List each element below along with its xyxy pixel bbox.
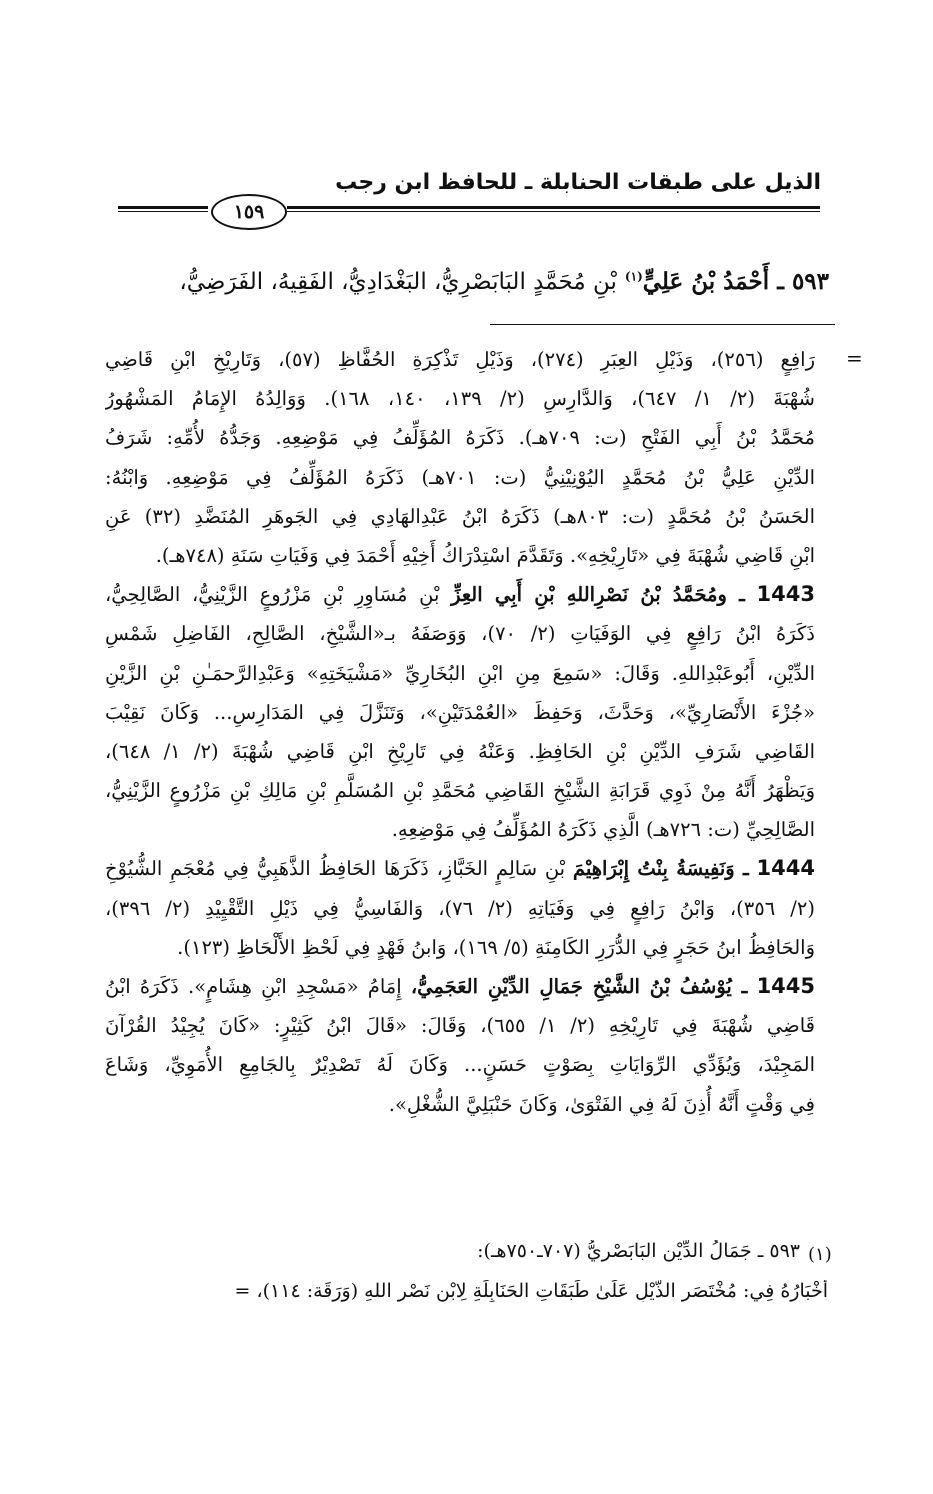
- entry-heading-name: أَحْمَدُ بْنُ عَلِيٍّ: [642, 268, 770, 295]
- text-line: [105, 418, 815, 457]
- text-line: [105, 458, 815, 497]
- text-line: [105, 1006, 815, 1045]
- line-text: الدِّيْنِ، أَبُوعَبْدِاللهِ. وَقَالَ: «سَمِعَ مِنِ ابْنِ البُخَارِيِّ «مَشْيَخَتِهِ» وَعَبْدِالرَّحمَـٰنِ بْنِ الزَّيْنِ: [105, 661, 815, 685]
- heading-underline: [490, 324, 835, 325]
- line-text: «جُزْءَ الأَنْصَارِيِّ»، وَحَدَّثَ، وَحَفِظَ «العُمْدَتَيْنِ»، وَتَنَزَّلَ فِي المَدَارِسِ... وَكَانَ نَقِيْبَ: [105, 700, 815, 724]
- entry-name: ـ ومُحَمَّدُ بْنُ نَصْرِاللهِ بْنِ أَبِي العِزِّ: [451, 583, 745, 607]
- text-line: [105, 614, 815, 653]
- line-text: رَافِعٍ (٢٥٦)، وَذَيْلِ العِبَرِ (٢٧٤)، وَذَيْلِ تَذْكِرَةِ الحُفَّاظِ (٥٧)، وَتَارِيْخِ ابْنِ قَاضِي: [105, 348, 815, 371]
- entry-heading-number: ٥٩٣ ـ: [777, 268, 829, 295]
- entry-number: 1444: [756, 856, 815, 881]
- entry-heading-rest: بْنِ مُحَمَّدٍ البَابَصْرِيُّ، البَغْدَادِيُّ، الفَقِيهُ، الفَرَضِيُّ،: [179, 269, 617, 295]
- line-text: المَجِيْدَ، وَيُؤَدِّي الرِّوَايَاتِ بِصَوْتٍ حَسَنٍ... وَكَانَ لَهُ تَصْدِيْرٌ بِالجَامِعِ الأُمَوِيِّ، وَشَاعَ: [105, 1053, 815, 1077]
- line-text: بْنِ مُسَاوِرِ بْنِ مَزْرُوعٍ الزَّيْنِيُّ، الصَّالِحِيُّ،: [105, 583, 440, 607]
- text-line: [105, 771, 815, 810]
- line-text: بْنِ سَالِمٍ الخَبَّازِ، ذَكَرَهَا الحَافِظُ الذَّهَبِيُّ فِي مُعْجَمِ الشُّيُوْخِ: [105, 857, 566, 881]
- text-line: [105, 1045, 815, 1084]
- entry-name: ـ يُوْسُفُ بْنُ الشَّيْخِ جَمَالِ الدِّيْنِ العَجَمِيُّ،: [410, 975, 748, 998]
- page-number: ١٥٩: [211, 194, 287, 230]
- footnote-line: أَخْبَارُهُ فِي: مُخْتَصَرِ الذَّيْلِ عَلَىٰ طَبَقَاتِ الحَنَابِلَةِ لِابْنِ نَصْرِ اللهِ (وَرَقَة: ١١٤)، =: [234, 1280, 828, 1302]
- entry-name: ـ وَنَفِيسَةُ بِنْتُ إِبْرَاهِيْمَ: [572, 857, 749, 881]
- continuation-mark: =: [846, 346, 863, 370]
- body-text: [105, 340, 815, 1124]
- line-text: إِمَامُ «مَسْجِدِ ابْنِ هِشَامٍ». ذَكَرَهُ ابْنُ: [105, 975, 402, 998]
- line-text: القَاضِي شَرَفِ الدِّيْنِ بْنِ الحَافِظِ. وَعَنْهُ فِي تَارِيْخِ ابْنِ قَاضِي شُهْبَةَ (٢/ ١/ ٦٤٨)،: [105, 739, 815, 763]
- line-text: وَيَظْهَرُ أَنَّهُ مِنْ ذَوِي قَرَابَةِ الشَّيْخِ القَاضِي مُحَمَّدِ بْنِ المُسَلَّمِ بْنِ مَالِكِ بْنِ مَزْرُوعٍ الزَّيْنِيُّ،: [105, 779, 815, 803]
- line-text: شُهْبَةَ (٢/ ١/ ٦٤٧)، وَالدَّارِسِ (٢/ ١٣٩، ١٤٠، ١٦٨). وَوَالِدُهُ الإِمَامُ المَشْهُورُ: [105, 387, 815, 411]
- line-text: ذَكَرَهُ ابْنُ رَافِعٍ فِي الوَفَيَاتِ (٢/ ٧٠)، وَوَصَفَهُ بـ«الشَّيْخِ، الصَّالِحِ، الفَاضِلِ شَمْسِ: [105, 622, 815, 646]
- text-line: [105, 340, 815, 379]
- footnote-line: ٥٩٣ ـ جَمَالُ الدِّيْنِ البَابَصْرِيُّ (٧٠٧ـ٧٥٠هـ):: [477, 1240, 800, 1262]
- line-text: وَالحَافِظُ ابنُ حَجَرٍ فِي الدُّرَرِ الكَامِنَةِ (٥/ ١٦٩)، وَابنُ فَهْدٍ فِي لَحْظِ الأَلْحَاظِ (١٢٣).: [177, 935, 815, 959]
- text-line: [105, 967, 815, 1006]
- line-text: قَاضِي شُهْبَةَ فِي تَارِيْخِهِ (٢/ ١/ ٦٥٥)، وَقَالَ: «قَالَ ابْنُ كَثِيْرٍ: «كَانَ يُجِيْدُ القُرْآنَ: [105, 1014, 815, 1038]
- text-line: [105, 928, 815, 967]
- header-rule: [118, 206, 208, 212]
- line-text: الحَسَنُ بْنُ مُحَمَّدٍ (ت: ٨٠٣هـ) ذَكَرَهُ ابْنُ عَبْدِالهَادِي فِي الجَوهَرِ المُنَضَّدِ (٣٢) عَنِ: [105, 504, 815, 528]
- line-text: ابْنِ قَاضِي شُهْبَةَ فِي «تَارِيْخِهِ». وَتَقَدَّمَ اسْتِدْرَاكُ أَخِيْهِ أَحْمَدَ فِي وَفَيَاتِ سَنَةِ (٧٤٨هـ).: [155, 543, 815, 567]
- entry-heading: [109, 268, 829, 295]
- line-text: الدِّيْنِ عَلِيُّ بْنُ مُحَمَّدٍ اليُوْنِيْنِيُّ (ت: ٧٠١هـ) ذَكَرَهُ المُؤَلِّفُ فِي مَوْضِعِهِ. وَابْنُهُ:: [105, 465, 815, 489]
- text-line: [105, 889, 815, 928]
- text-line: [105, 575, 815, 614]
- line-text: (٢/ ٣٥٦)، وَابْنُ رَافِعٍ فِي وَفَيَاتِهِ (٢/ ٧٦)، وَالفَاسِيُّ فِي ذَيْلِ التَّقْيِيْدِ (٢/ ٣٩٦)،: [105, 896, 815, 920]
- text-line: [105, 732, 815, 771]
- text-line: [105, 536, 815, 575]
- footnote-reference: (١): [624, 269, 643, 284]
- entry-number: 1443: [756, 582, 815, 607]
- text-line: [105, 849, 815, 888]
- text-line: [105, 693, 815, 732]
- entry-number: 1445: [756, 974, 815, 998]
- text-line: [105, 497, 815, 536]
- text-line: [105, 379, 815, 418]
- line-text: مُحَمَّدُ بْنُ أَبِي الفَتْحِ (ت: ٧٠٩هـ). ذَكَرَهُ المُؤَلِّفُ فِي مَوْضِعِهِ. وَجَدُّهُ لأُمِّهِ: شَرَفُ: [105, 426, 815, 450]
- text-line: [105, 1085, 815, 1124]
- header-rule: [287, 206, 820, 212]
- footnote-marker: (١): [808, 1244, 832, 1265]
- line-text: فِي وَقْتٍ أَنَّهُ أُذِنَ لَهُ فِي الفَتْوَىٰ، وَكَانَ حَنْبَلِيَّ الشُّغْلِ».: [388, 1092, 815, 1116]
- text-line: [105, 810, 815, 849]
- line-text: الصَّالِحِيِّ (ت: ٧٢٦هـ) الَّذِي ذَكَرَهُ المُؤَلِّفُ فِي مَوْضِعِهِ.: [391, 818, 815, 842]
- running-title: الذيل على طبقات الحنابلة ـ للحافظ ابن رجب: [335, 170, 821, 195]
- text-line: [105, 654, 815, 693]
